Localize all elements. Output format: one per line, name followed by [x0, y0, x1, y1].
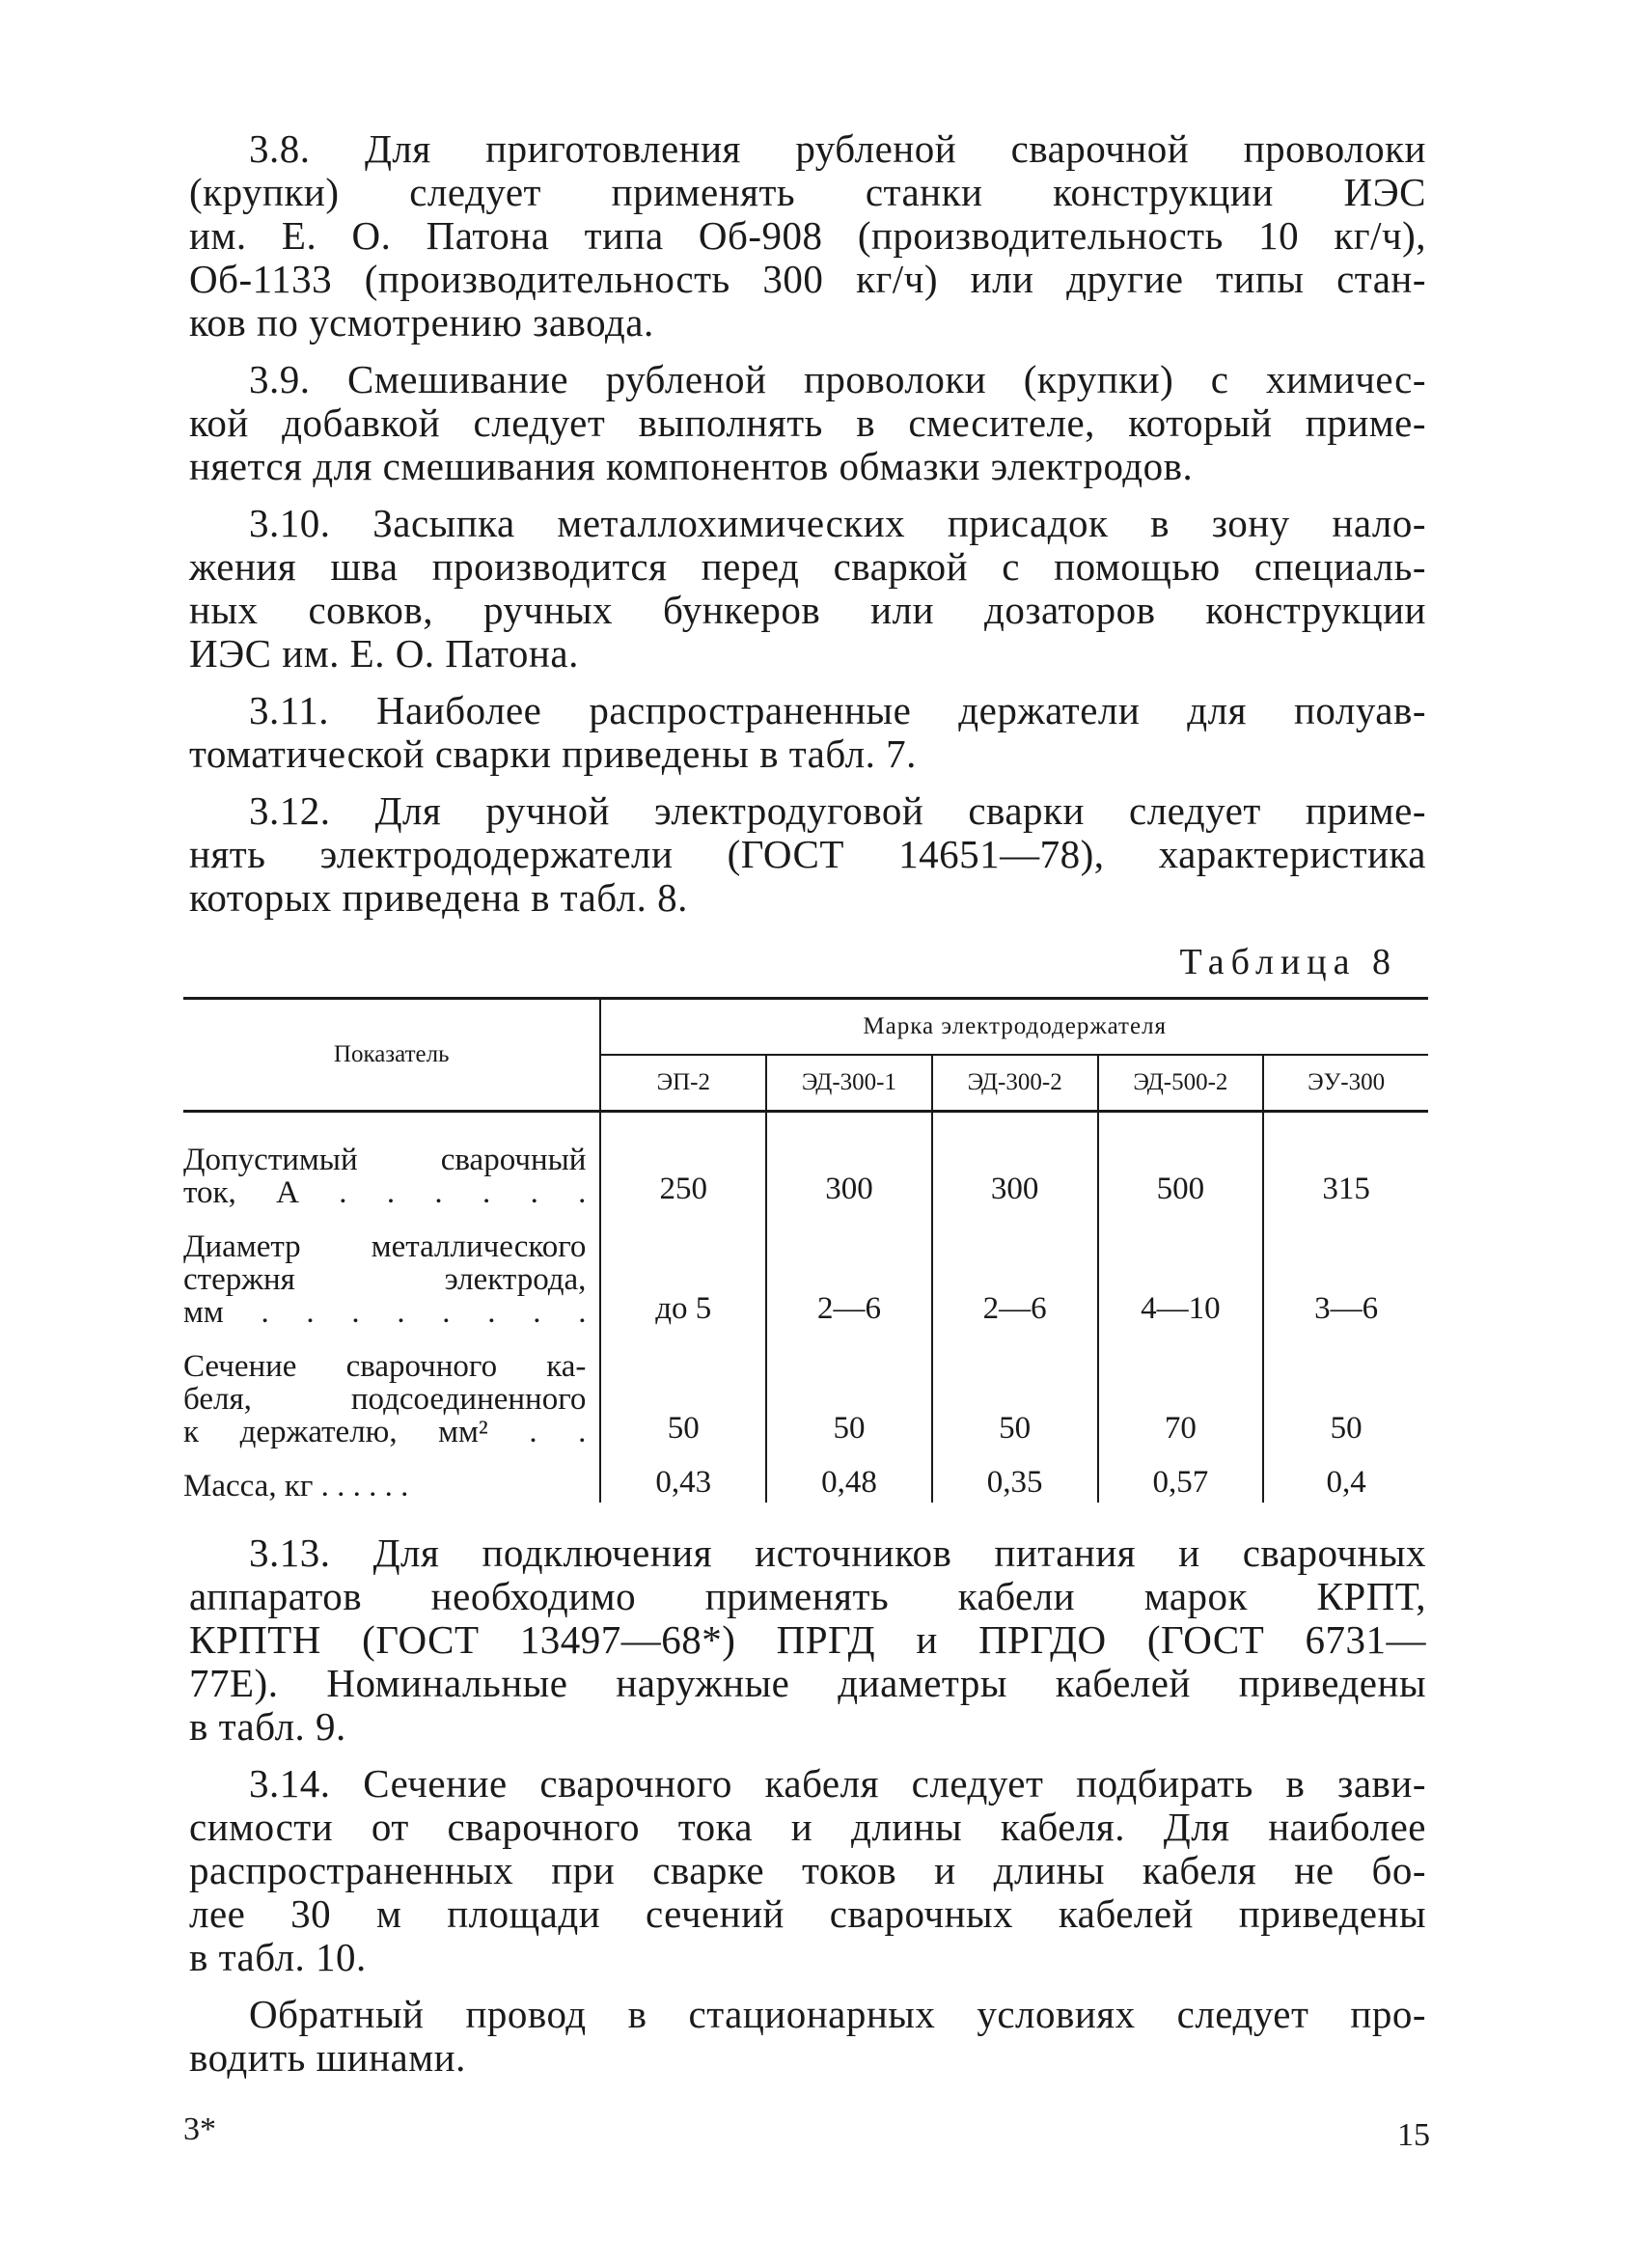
electrode-holder-table: [183, 997, 1428, 1503]
column-header: ЭД-300-2: [932, 1055, 1098, 1112]
paragraph-line: водить шинами.: [189, 2035, 466, 2080]
paragraph-line: Об-1133 (производительность 300 кг/ч) или другие типы стан-: [189, 257, 1426, 301]
row-label-line: Сечение сварочного ка-: [183, 1349, 587, 1384]
paragraph-line: ных совков, ручных бункеров или дозаторов конструкции: [189, 588, 1426, 632]
cell-value: 70: [1098, 1329, 1264, 1448]
paragraph-line: которых приведена в табл. 8.: [189, 875, 688, 920]
cell-value: 0,48: [766, 1448, 932, 1503]
cell-value: до 5: [655, 1291, 712, 1326]
paragraph-p-return-wire: [189, 1993, 1426, 2080]
column-header: ЭП-2: [600, 1055, 766, 1112]
page-number: 15: [1397, 2117, 1430, 2153]
paragraph-line: 3.12. Для ручной электродуговой сварки следует приме-: [249, 788, 1426, 833]
table-caption: Таблица 8: [1179, 942, 1397, 982]
cell-value: 0,43: [655, 1465, 712, 1500]
cell-value: 250: [659, 1172, 707, 1206]
paragraph-line: 3.10. Засыпка металлохимических присадок в зону нало-: [249, 501, 1426, 545]
paragraph-line: им. Е. О. Патона типа Об-908 (производительность 10 кг/ч),: [189, 213, 1426, 258]
paragraph-line: жения шва производится перед сваркой с помощью специаль-: [189, 544, 1426, 589]
paragraph-p-3-9: [189, 358, 1426, 488]
paragraph-line: 77Е). Номинальные наружные диаметры кабелей приведены: [189, 1661, 1426, 1705]
paragraph-line: 3.9. Смешивание рубленой проволоки (крупки) с химичес-: [249, 357, 1426, 401]
cell-value: 315: [1263, 1144, 1428, 1209]
paragraph-line: (крупки) следует применять станки конструкции ИЭС: [189, 170, 1426, 214]
paragraph-line: няется для смешивания компонентов обмазки электродов.: [189, 444, 1194, 488]
cell-value: 4—10: [1098, 1209, 1264, 1329]
cell-value: 0,35: [932, 1448, 1098, 1503]
cell-value: 500: [1098, 1144, 1264, 1209]
paragraph-line: 3.11. Наиболее распространенные держатели для полуав-: [249, 688, 1426, 732]
cell-value: 50: [667, 1411, 700, 1446]
paragraph-p-3-14: [189, 1762, 1426, 1979]
cell-value: 3—6: [1263, 1209, 1428, 1329]
cell-value: 50: [1263, 1329, 1428, 1448]
row-label: [183, 1448, 600, 1503]
column-header: ЭД-300-1: [766, 1055, 932, 1112]
paragraph-line: распространенных при сварке токов и длины кабеля не бо-: [189, 1848, 1426, 1892]
cell-value: 2—6: [932, 1209, 1098, 1329]
paragraph-line: лее 30 м площади сечений сварочных кабелей приведены: [189, 1891, 1426, 1936]
param-header: Показатель: [183, 999, 600, 1112]
signature-mark: 3*: [183, 2111, 216, 2147]
paragraph-line: в табл. 9.: [189, 1704, 346, 1749]
cell-value: 50: [932, 1329, 1098, 1448]
paragraph-line: ков по усмотрению завода.: [189, 300, 654, 345]
paragraph-p-3-11: [189, 689, 1426, 776]
row-label-line: беля, подсоединенного: [183, 1382, 587, 1417]
cell-value: 0,57: [1098, 1448, 1264, 1503]
paragraph-line: Обратный провод в стационарных условиях следует про-: [249, 1992, 1426, 2036]
row-label-line: мм . . . . . . . .: [183, 1295, 587, 1330]
row-label-line: Диаметр металлического: [183, 1229, 587, 1264]
paragraph-p-3-10: [189, 502, 1426, 676]
paragraph-line: 3.14. Сечение сварочного кабеля следует подбирать в зави-: [249, 1761, 1426, 1806]
paragraph-line: КРПТН (ГОСТ 13497—68*) ПРГД и ПРГДО (ГОСТ 6731—: [189, 1617, 1426, 1662]
row-label: [183, 1144, 600, 1209]
row-label-line: ток, А . . . . . .: [183, 1175, 587, 1210]
row-label-line: стержня электрода,: [183, 1262, 587, 1297]
table-row: [183, 1448, 1428, 1503]
column-header: ЭУ-300: [1263, 1055, 1428, 1112]
row-label-line: Допустимый сварочный: [183, 1143, 587, 1177]
paragraph-line: кой добавкой следует выполнять в смесителе, который приме-: [189, 400, 1426, 445]
group-header: Марка электрододержателя: [600, 999, 1428, 1056]
cell-value: 2—6: [766, 1209, 932, 1329]
table-body: [183, 1112, 1428, 1503]
row-label-line: к держателю, мм² . .: [183, 1415, 587, 1449]
cell-value: 50: [766, 1329, 932, 1448]
paragraph-line: аппаратов необходимо применять кабели марок КРПТ,: [189, 1574, 1426, 1618]
paragraphs-before-table: [189, 127, 1426, 920]
paragraph-line: ИЭС им. Е. О. Патона.: [189, 631, 579, 676]
column-header: ЭД-500-2: [1098, 1055, 1264, 1112]
cell-value: 300: [932, 1144, 1098, 1209]
row-label: [183, 1329, 600, 1448]
row-label: [183, 1209, 600, 1329]
row-label-line: Масса, кг . . . . . .: [183, 1469, 409, 1503]
table-row: [183, 1209, 1428, 1329]
table-row: [183, 1329, 1428, 1448]
paragraph-p-3-8: [189, 127, 1426, 345]
table-spacer-row: [183, 1112, 1428, 1145]
paragraph-line: симости от сварочного тока и длины кабеля. Для наиболее: [189, 1805, 1426, 1849]
page-body: [183, 126, 1426, 2093]
table-row: [183, 1144, 1428, 1209]
paragraph-p-3-13: [189, 1531, 1426, 1749]
paragraph-line: 3.13. Для подключения источников питания и сварочных: [249, 1531, 1426, 1575]
paragraph-line: в табл. 10.: [189, 1935, 367, 1979]
cell-value: 0,4: [1263, 1448, 1428, 1503]
paragraph-p-3-12: [189, 789, 1426, 920]
paragraph-line: нять электрододержатели (ГОСТ 14651—78), характеристика: [189, 832, 1426, 876]
paragraph-line: томатической сварки приведены в табл. 7.: [189, 731, 917, 776]
paragraph-line: 3.8. Для приготовления рубленой сварочной проволоки: [249, 126, 1426, 171]
paragraphs-after-table: [189, 1531, 1426, 2080]
cell-value: 300: [766, 1144, 932, 1209]
